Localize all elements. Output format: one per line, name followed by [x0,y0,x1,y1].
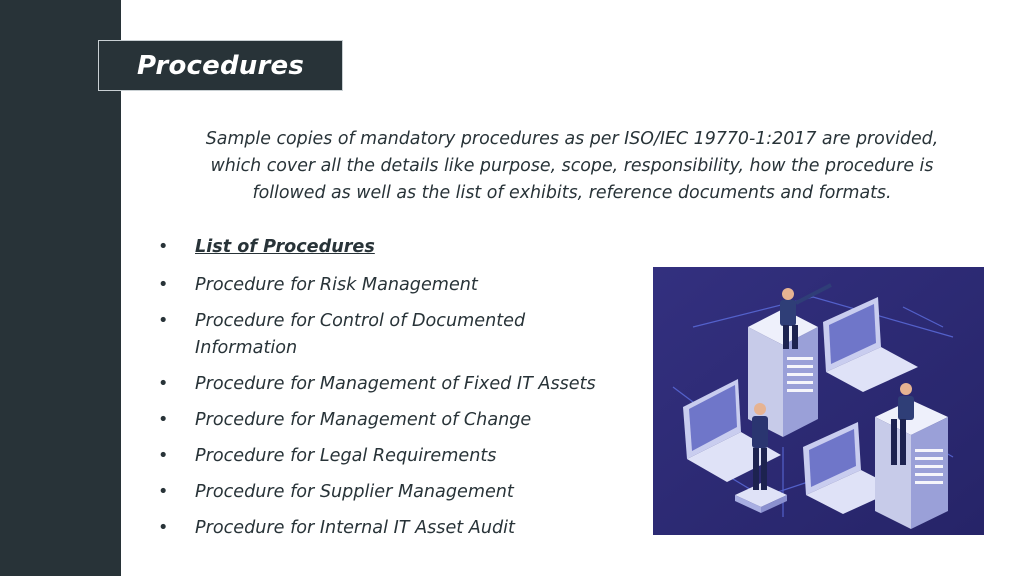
list-item-text: Procedure for Internal IT Asset Audit [195,518,515,538]
intro-paragraph: Sample copies of mandatory procedures as per ISO/IEC 19770-1:2017 are provided, which cover all the details like purpose, scope, responsibility, how the procedure is followed as well as the list of exhibits, reference documents and formats. [205,129,939,203]
bullet: • [158,374,169,394]
list-item-text: Procedure for Risk Management [195,275,478,295]
list-item-text: Procedure for Control of Documented Information [195,311,526,358]
list-item-text: Procedure for Supplier Management [195,482,514,502]
bullet: • [158,275,169,295]
bullet: • [158,311,169,331]
list-item-text: Procedure for Management of Fixed IT Assets [195,374,596,394]
bullet: • [158,518,169,538]
server-network-illustration [653,267,984,535]
title-box [98,40,343,91]
list-item-text: Procedure for Legal Requirements [195,446,497,466]
list-item-text: Procedure for Management of Change [195,410,532,430]
bullet: • [158,237,169,257]
bullet: • [158,482,169,502]
illustration-graphic [653,267,984,535]
bullet: • [158,410,169,430]
bullet: • [158,446,169,466]
page-title: Procedures [136,50,305,81]
list-heading: List of Procedures [195,237,375,257]
